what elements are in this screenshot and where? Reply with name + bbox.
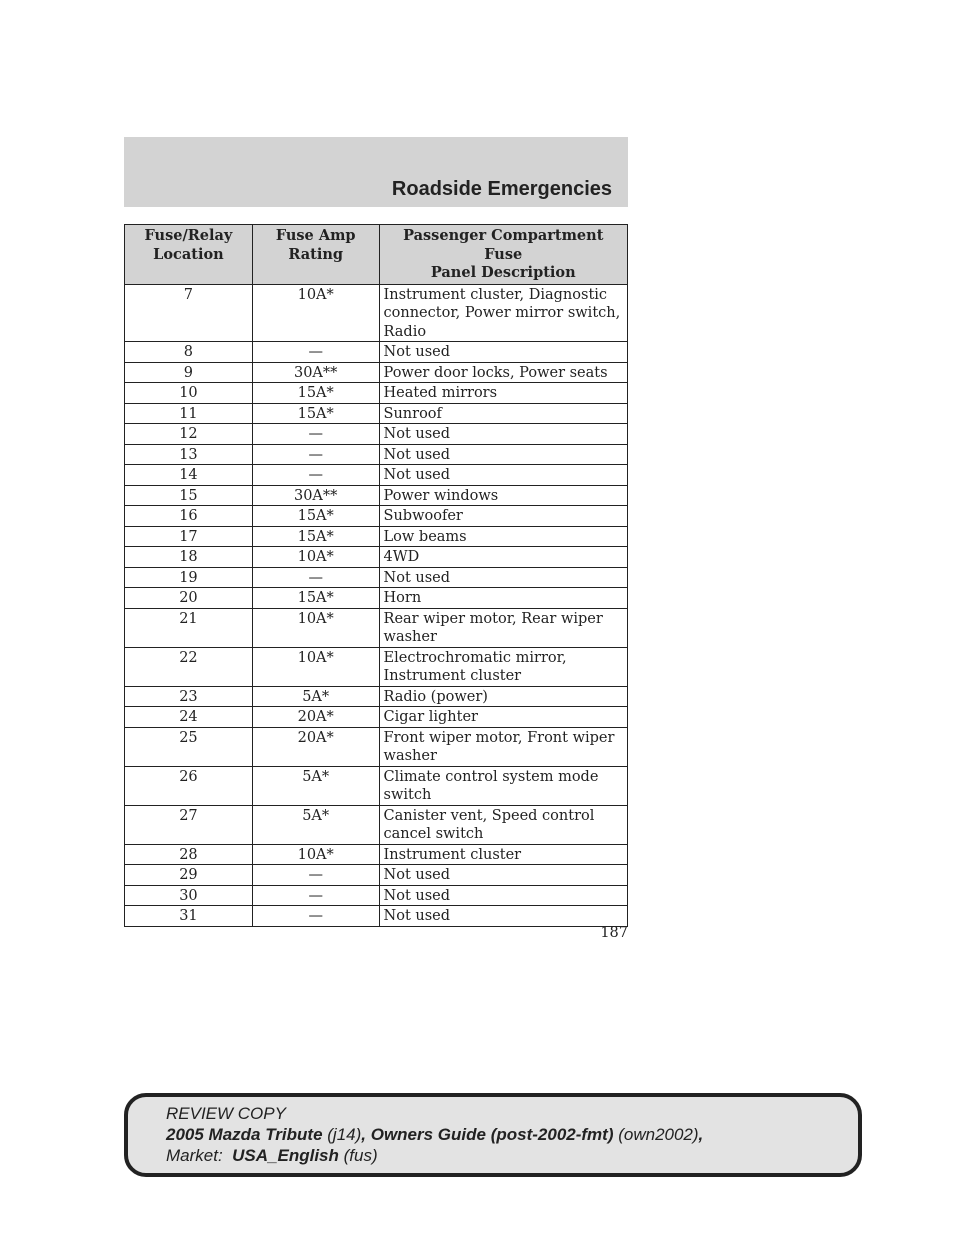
fuse-location-cell: 14 [125, 465, 253, 486]
fuse-description-cell: Low beams [379, 526, 627, 547]
fuse-description-cell: Not used [379, 444, 627, 465]
fuse-location-cell: 17 [125, 526, 253, 547]
footer-text [166, 1103, 703, 1166]
fuse-description-cell: Front wiper motor, Front wiper washer [379, 727, 627, 766]
fuse-location-cell: 31 [125, 906, 253, 927]
fuse-description-cell: Not used [379, 342, 627, 363]
fuse-location-cell: 11 [125, 403, 253, 424]
table-row [125, 342, 628, 363]
fuse-location-cell: 13 [125, 444, 253, 465]
page-number: 187 [600, 925, 628, 941]
fuse-amp-cell: 15A* [252, 526, 379, 547]
table-row [125, 465, 628, 486]
fuse-table-body [125, 284, 628, 926]
fuse-amp-cell: 10A* [252, 647, 379, 686]
fuse-table-header-row [125, 225, 628, 285]
fuse-location-cell: 26 [125, 766, 253, 805]
fuse-amp-cell: — [252, 342, 379, 363]
table-row [125, 844, 628, 865]
fuse-amp-cell: — [252, 465, 379, 486]
fuse-amp-cell: 10A* [252, 547, 379, 568]
table-row [125, 766, 628, 805]
fuse-amp-cell: — [252, 885, 379, 906]
header-amp: Fuse Amp Rating [252, 225, 379, 285]
fuse-description-cell: Radio (power) [379, 686, 627, 707]
table-row [125, 444, 628, 465]
table-row [125, 424, 628, 445]
fuse-amp-cell: 10A* [252, 608, 379, 647]
fuse-description-cell: Not used [379, 465, 627, 486]
fuse-location-cell: 20 [125, 588, 253, 609]
fuse-location-cell: 8 [125, 342, 253, 363]
table-row [125, 885, 628, 906]
header-location: Fuse/Relay Location [125, 225, 253, 285]
table-row [125, 567, 628, 588]
fuse-description-cell: Not used [379, 567, 627, 588]
fuse-description-cell: Power door locks, Power seats [379, 362, 627, 383]
fuse-description-cell: 4WD [379, 547, 627, 568]
footer-market-label: Market: [166, 1146, 223, 1165]
fuse-location-cell: 10 [125, 383, 253, 404]
table-row [125, 608, 628, 647]
fuse-description-cell: Electrochromatic mirror, Instrument cluster [379, 647, 627, 686]
fuse-description-cell: Not used [379, 906, 627, 927]
fuse-location-cell: 23 [125, 686, 253, 707]
table-row [125, 383, 628, 404]
fuse-description-cell: Horn [379, 588, 627, 609]
table-row [125, 526, 628, 547]
fuse-description-cell: Instrument cluster [379, 844, 627, 865]
fuse-description-cell: Heated mirrors [379, 383, 627, 404]
fuse-amp-cell: 30A** [252, 485, 379, 506]
fuse-location-cell: 25 [125, 727, 253, 766]
fuse-location-cell: 7 [125, 284, 253, 342]
fuse-location-cell: 9 [125, 362, 253, 383]
fuse-amp-cell: 15A* [252, 403, 379, 424]
fuse-amp-cell: 30A** [252, 362, 379, 383]
fuse-location-cell: 19 [125, 567, 253, 588]
table-row [125, 906, 628, 927]
fuse-amp-cell: — [252, 906, 379, 927]
fuse-amp-cell: 5A* [252, 805, 379, 844]
fuse-description-cell: Not used [379, 424, 627, 445]
table-row [125, 686, 628, 707]
fuse-description-cell: Subwoofer [379, 506, 627, 527]
fuse-amp-cell: 15A* [252, 588, 379, 609]
table-row [125, 588, 628, 609]
fuse-description-cell: Power windows [379, 485, 627, 506]
fuse-description-cell: Cigar lighter [379, 707, 627, 728]
footer-line-2 [166, 1124, 703, 1145]
fuse-amp-cell: — [252, 424, 379, 445]
review-copy-footer [124, 1093, 862, 1177]
fuse-description-cell: Not used [379, 885, 627, 906]
fuse-description-cell: Not used [379, 865, 627, 886]
fuse-amp-cell: 10A* [252, 844, 379, 865]
table-row [125, 727, 628, 766]
fuse-amp-cell: 10A* [252, 284, 379, 342]
fuse-amp-cell: 15A* [252, 506, 379, 527]
fuse-location-cell: 12 [125, 424, 253, 445]
footer-review-label: REVIEW COPY [166, 1104, 286, 1123]
fuse-description-cell: Sunroof [379, 403, 627, 424]
table-row [125, 485, 628, 506]
fuse-amp-cell: 20A* [252, 727, 379, 766]
table-row [125, 805, 628, 844]
fuse-table [124, 224, 628, 927]
table-row [125, 284, 628, 342]
footer-comma: , [698, 1125, 704, 1144]
fuse-amp-cell: — [252, 444, 379, 465]
table-row [125, 865, 628, 886]
fuse-amp-cell: 20A* [252, 707, 379, 728]
fuse-location-cell: 30 [125, 885, 253, 906]
footer-line-3 [166, 1145, 703, 1166]
table-row [125, 707, 628, 728]
section-header-band [124, 137, 628, 207]
fuse-location-cell: 28 [125, 844, 253, 865]
footer-guide-code: (own2002) [618, 1125, 699, 1144]
footer-market-code: (fus) [343, 1146, 378, 1165]
fuse-amp-cell: — [252, 865, 379, 886]
fuse-location-cell: 15 [125, 485, 253, 506]
table-row [125, 403, 628, 424]
fuse-amp-cell: 15A* [252, 383, 379, 404]
fuse-amp-cell: — [252, 567, 379, 588]
fuse-description-cell: Climate control system mode switch [379, 766, 627, 805]
fuse-description-cell: Rear wiper motor, Rear wiper washer [379, 608, 627, 647]
fuse-amp-cell: 5A* [252, 686, 379, 707]
footer-market: USA_English [232, 1146, 339, 1165]
fuse-location-cell: 29 [125, 865, 253, 886]
fuse-location-cell: 18 [125, 547, 253, 568]
fuse-location-cell: 16 [125, 506, 253, 527]
footer-model: 2005 Mazda Tribute [166, 1125, 323, 1144]
section-title: Roadside Emergencies [391, 178, 612, 200]
header-description: Passenger Compartment Fuse Panel Description [379, 225, 627, 285]
table-row [125, 362, 628, 383]
fuse-amp-cell: 5A* [252, 766, 379, 805]
table-row [125, 547, 628, 568]
footer-guide: , Owners Guide (post-2002-fmt) [361, 1125, 614, 1144]
fuse-location-cell: 22 [125, 647, 253, 686]
footer-model-code: (j14) [327, 1125, 362, 1144]
table-row [125, 647, 628, 686]
table-row [125, 506, 628, 527]
fuse-description-cell: Canister vent, Speed control cancel switch [379, 805, 627, 844]
fuse-location-cell: 21 [125, 608, 253, 647]
fuse-location-cell: 24 [125, 707, 253, 728]
fuse-location-cell: 27 [125, 805, 253, 844]
fuse-description-cell: Instrument cluster, Diagnostic connector, Power mirror switch, Radio [379, 284, 627, 342]
